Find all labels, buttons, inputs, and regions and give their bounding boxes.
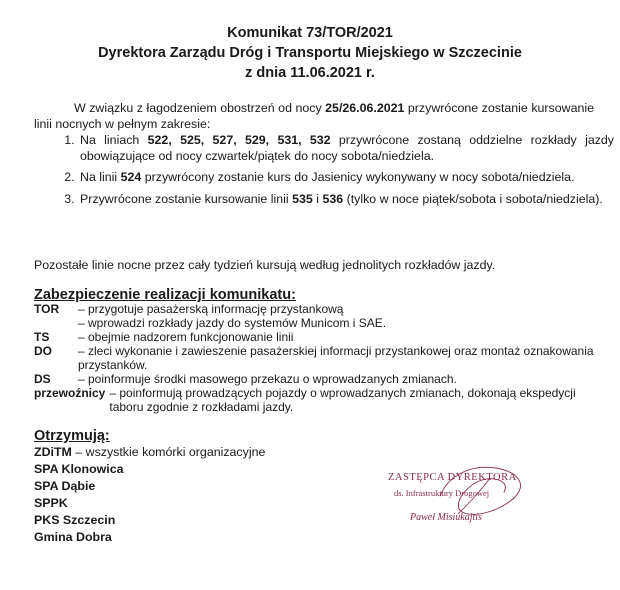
- responsibility-role: DO: [34, 344, 52, 358]
- responsibility-text: – poinformują prowadzących pojazdy o wprowadzanych zmianach, dokonają ekspedycji taboru zgodnie z rozkładami jazdy.: [109, 386, 576, 414]
- responsibility-row: [34, 386, 594, 414]
- responsibility-role: TS: [34, 330, 50, 344]
- stamp-department: ds. Infrastruktury Drogowej: [394, 488, 490, 498]
- point-text: Przywrócone zostanie kursowanie linii: [80, 191, 293, 206]
- recipients-title: Otrzymują:: [34, 428, 110, 444]
- point-text: przywrócony zostanie kurs do Jasienicy wykonywany w nocy sobota/niedziela.: [141, 170, 575, 184]
- responsibilities-title: Zabezpieczenie realizacji komunikatu:: [34, 287, 296, 303]
- list-item: Gmina Dobra: [34, 530, 112, 544]
- responsibility-row: [34, 316, 594, 330]
- point-lines: 524: [120, 170, 142, 184]
- recipient-note: – wszystkie komórki organizacyjne: [71, 445, 266, 459]
- list-item: PKS Szczecin: [34, 513, 116, 527]
- list-item: [78, 170, 614, 186]
- intro-date: 25/26.06.2021: [325, 101, 405, 115]
- point-lines: 522, 525, 527, 529, 531, 532: [147, 133, 331, 147]
- point-text: Na liniach: [80, 133, 148, 147]
- closing-paragraph: Pozostałe linie nocne przez cały tydzień kursują według jednolitych rozkładów jazdy.: [34, 258, 496, 272]
- document-title: Komunikat 73/TOR/2021: [227, 25, 393, 41]
- point-text: Na linii: [80, 170, 121, 184]
- responsibility-row: [34, 302, 594, 316]
- list-item: SPPK: [34, 496, 68, 510]
- intro-text-a: W związku z łagodzeniem obostrzeń od nocy: [74, 101, 326, 115]
- list-item: [34, 444, 265, 461]
- responsibility-row: [34, 372, 594, 386]
- document-issuer: Dyrektora Zarządu Dróg i Transportu Miejskiego w Szczecinie: [98, 45, 522, 61]
- responsibility-row: [34, 330, 594, 344]
- recipients-list: [34, 444, 265, 546]
- responsibility-text: – zleci wykonanie i zawieszenie pasażerskiej informacji przystankowej oraz montaż oznakowania przystanków.: [78, 344, 594, 372]
- responsibility-role: DS: [34, 372, 51, 386]
- list-item: [78, 133, 614, 164]
- responsibilities-list: [34, 302, 594, 414]
- point-text: przywrócone zostaną oddzielne rozkłady jazdy obowiązujące od nocy czwartek/piątek do nocy sobota/niedziela.: [80, 133, 615, 163]
- responsibility-text: – poinformuje środki masowego przekazu o wprowadzanych zmianach.: [78, 372, 457, 386]
- list-item: SPA Dąbie: [34, 479, 96, 493]
- intro-paragraph: [34, 101, 594, 132]
- stamp-position: ZASTĘPCA DYREKTORA: [388, 472, 517, 483]
- responsibility-role: [34, 316, 78, 330]
- point-lines: 536: [322, 191, 344, 206]
- document-date: z dnia 11.06.2021 r.: [245, 65, 375, 81]
- responsibility-role: przewoźnicy: [34, 386, 106, 400]
- point-lines: 535: [292, 191, 313, 206]
- responsibility-text: – przygotuje pasażerską informację przystankową: [78, 302, 344, 316]
- point-text: i: [312, 191, 323, 206]
- signature-stamp: [378, 456, 548, 536]
- responsibility-text: – obejmie nadzorem funkcjonowanie linii: [78, 330, 294, 344]
- point-text: (tylko w noce piątek/sobota i sobota/niedziela).: [343, 191, 603, 206]
- list-item: [78, 192, 614, 208]
- responsibility-row: [34, 344, 594, 372]
- changes-list: [58, 133, 614, 213]
- list-item: SPA Klonowica: [34, 462, 124, 476]
- responsibility-role: TOR: [34, 302, 60, 316]
- recipient-name: ZDiTM: [34, 445, 72, 459]
- intro-text-b: przywrócone zostanie kursowanie linii nocnych w pełnym zakresie:: [34, 101, 594, 131]
- responsibility-text: – wprowadzi rozkłady jazdy do systemów Municom i SAE.: [78, 316, 387, 330]
- stamp-name: Paweł Misiukajtis: [410, 512, 482, 523]
